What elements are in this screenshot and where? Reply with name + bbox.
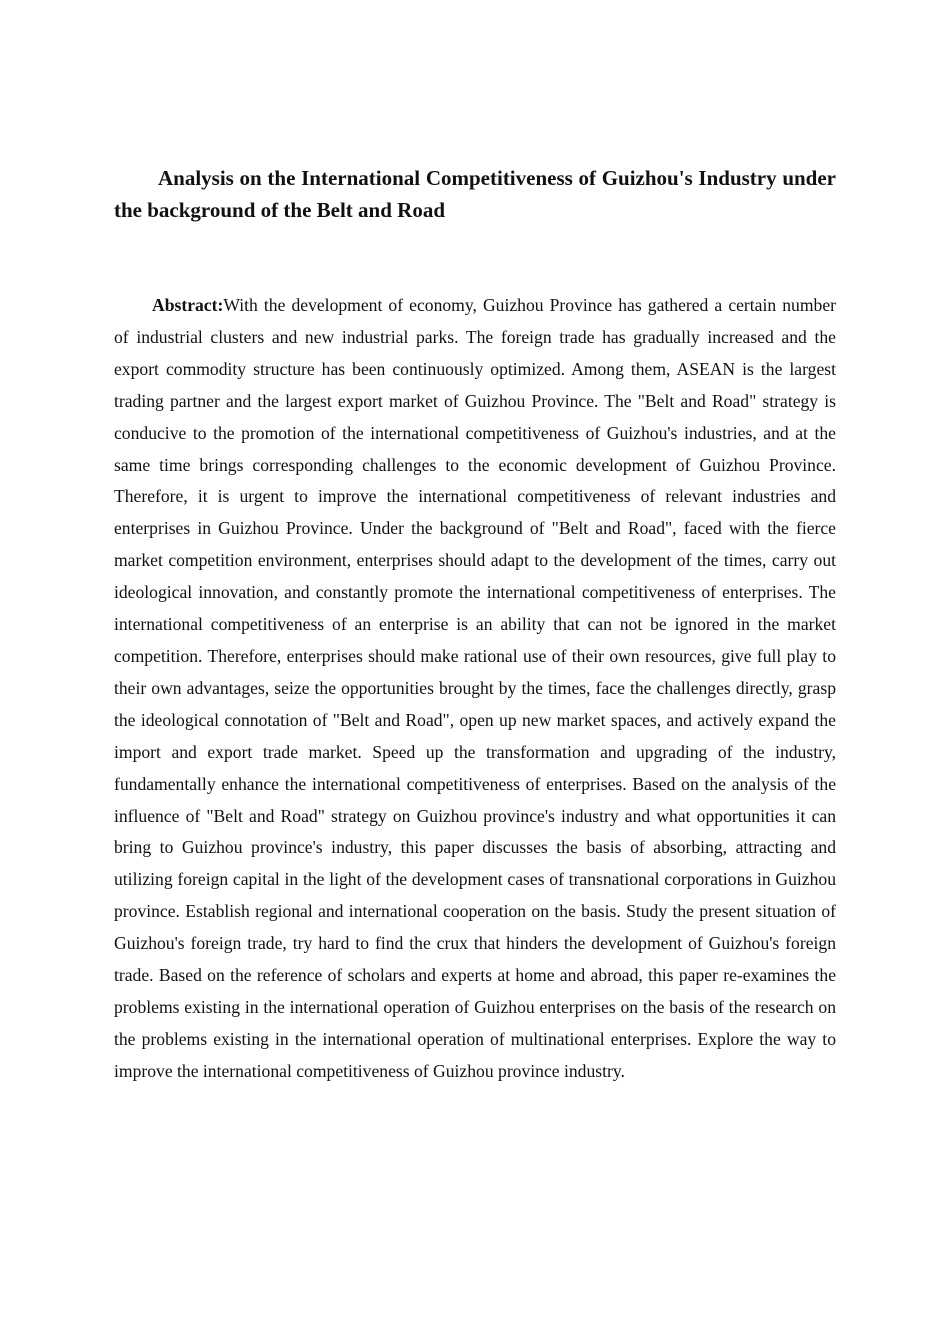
document-title: Analysis on the International Competitiveness of Guizhou's Industry under the background of the Belt and Road: [114, 166, 836, 222]
abstract-paragraph: [114, 290, 836, 1088]
abstract-label: Abstract:: [152, 295, 224, 315]
abstract-text: With the development of economy, Guizhou Province has gathered a certain number of industrial clusters and new industrial parks. The foreign trade has gradually increased and the export commodity structure has been continuously optimized. Among them, ASEAN is the largest trading partner and the largest export market of Guizhou Province. The "Belt and Road" strategy is conducive to the promotion of the international competitiveness of Guizhou's industries, and at the same time brings corresponding challenges to the economic development of Guizhou Province. Therefore, it is urgent to improve the international competitiveness of relevant industries and enterprises in Guizhou Province. Under the background of "Belt and Road", faced with the fierce market competition environment, enterprises should adapt to the development of the times, carry out ideological innovation, and constantly promote the international competitiveness of enterprises. The international competitiveness of an enterprise is an ability that can not be ignored in the market competition. Therefore, enterprises should make rational use of their own resources, give full play to their own advantages, seize the opportunities brought by the times, face the challenges directly, grasp the ideological connotation of "Belt and Road", open up new market spaces, and actively expand the import and export trade market. Speed up the transformation and upgrading of the industry, fundamentally enhance the international competitiveness of enterprises. Based on the analysis of the influence of "Belt and Road" strategy on Guizhou province's industry and what opportunities it can bring to Guizhou province's industry, this paper discusses the basis of absorbing, attracting and utilizing foreign capital in the light of the development cases of transnational corporations in Guizhou province. Establish regional and international cooperation on the basis. Study the present situation of Guizhou's foreign trade, try hard to find the crux that hinders the development of Guizhou's foreign trade. Based on the reference of scholars and experts at home and abroad, this paper re-examines the problems existing in the international operation of Guizhou enterprises on the basis of the research on the problems existing in the international operation of multinational enterprises. Explore the way to improve the international competitiveness of Guizhou province industry.: [114, 295, 836, 1081]
